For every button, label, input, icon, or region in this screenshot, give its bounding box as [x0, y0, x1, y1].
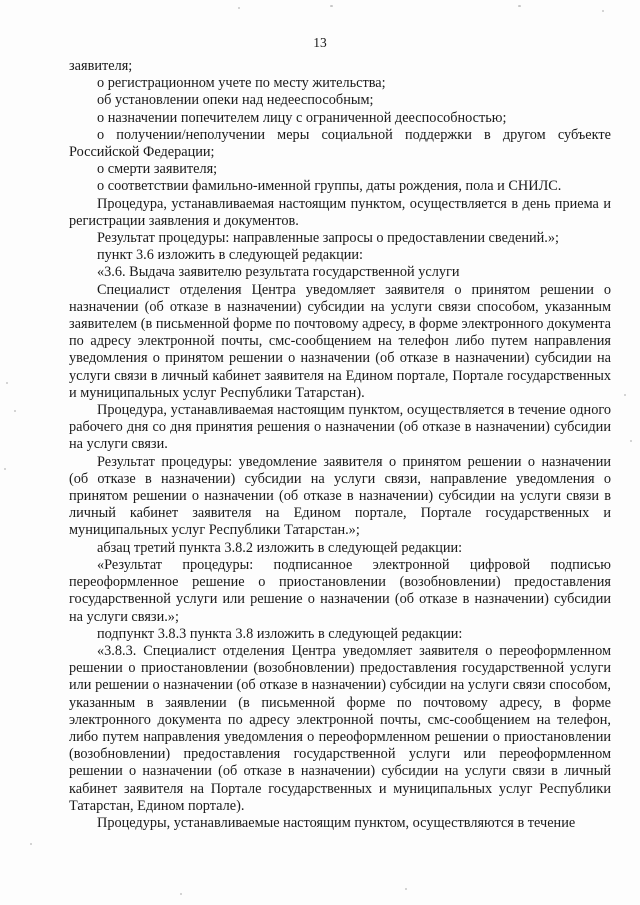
- list-item: о регистрационном учете по месту жительства;: [97, 75, 386, 92]
- paragraph: заявителя;: [69, 58, 133, 74]
- paragraph: подпункт 3.8.3 пункта 3.8 изложить в следующей редакции:: [97, 625, 463, 642]
- scan-speck: [624, 394, 626, 396]
- paragraph: «3.8.3. Специалист отделения Центра уведомляет заявителя о переоформленном решении о приостановлении (возобновлении) предоставления государственной услуги или решении о назначении (об отказе в назначении) субсидии на услуги связи способом, указанным в заявлении (в письменной форме по почтовому адресу, в форме электронного документа по адресу электронной почты, смс-сообщением на телефон, либо путем направления уведомления о переоформленном решении о приостановлении (возобновлении) предоставления государственной услуги или переоформленном решении о назначении (об отказе в назначении) субсидии на услуги связи в личный кабинет заявителя на Портале государственных и муниципальных услуг Республики Татарстан, Едином портале).: [69, 642, 611, 814]
- paragraph: Специалист отделения Центра уведомляет заявителя о принятом решении о назначении (об отказе в назначении) субсидии на услуги связи способом, указанным заявителем (в письменной форме по почтовому адресу, в форме электронного документа по адресу электронной почты, смс-сообщением на телефон либо путем направления уведомления о принятом решении о назначении (об отказе в назначении) субсидии на услуги связи в личный кабинет заявителя на Едином портале, Портале государственных и муниципальных услуг Республики Татарстан).: [69, 281, 611, 401]
- scan-speck: [238, 7, 240, 9]
- paragraph: Процедура, устанавливаемая настоящим пунктом, осуществляется в течение одного рабочего дня со дня принятия решения о назначении (об отказе в назначении) субсидии на услуги связи.: [69, 402, 611, 453]
- scan-speck: [6, 382, 8, 384]
- paragraph: «Результат процедуры: подписанное электронной цифровой подписью переоформленное решение о приостановлении (возобновлении) предоставления государственной услуги или решение о назначении (об отказе в назначении) субсидии на услуги связи.»;: [69, 556, 611, 625]
- paragraph: Процедуры, устанавливаемые настоящим пунктом, осуществляются в течение: [97, 814, 576, 831]
- scan-speck: [4, 468, 6, 470]
- list-item: об установлении опеки над недееспособным;: [97, 92, 374, 109]
- scan-speck: [180, 893, 182, 895]
- scan-speck: [518, 5, 521, 7]
- section-heading: «3.6. Выдача заявителю результата государственной услуги: [97, 264, 460, 281]
- paragraph: Результат процедуры: направленные запросы о предоставлении сведений.»;: [97, 230, 559, 247]
- paragraph: пункт 3.6 изложить в следующей редакции:: [97, 247, 364, 264]
- paragraph: абзац третий пункта 3.8.2 изложить в следующей редакции:: [97, 539, 463, 556]
- list-item: о смерти заявителя;: [97, 161, 218, 178]
- scan-speck: [14, 410, 16, 412]
- paragraph: Результат процедуры: уведомление заявителя о принятом решении о назначении (об отказе в назначении) субсидии на услуги связи, направление уведомления о принятом решении о назначении (об отказе в назначении) субсидии на услуги связи в личный кабинет заявителя на Едином портале, Портале государственных и муниципальных услуг Республики Татарстан.»;: [69, 453, 611, 539]
- scan-speck: [602, 10, 604, 12]
- page-number: 13: [313, 35, 327, 50]
- list-item: о соответствии фамильно-именной группы, даты рождения, пола и СНИЛС.: [97, 178, 562, 195]
- scan-speck: [405, 888, 407, 890]
- scan-speck: [30, 843, 32, 845]
- scan-speck: [630, 440, 632, 442]
- list-item: о получении/неполучении меры социальной поддержки в другом субъекте Российской Федерации;: [69, 126, 611, 161]
- paragraph: Процедура, устанавливаемая настоящим пунктом, осуществляется в день приема и регистрации заявления и документов.: [69, 195, 611, 229]
- scan-speck: [330, 5, 333, 7]
- document-body: [69, 58, 611, 832]
- list-item: о назначении попечителем лицу с ограниченной дееспособностью;: [97, 109, 507, 126]
